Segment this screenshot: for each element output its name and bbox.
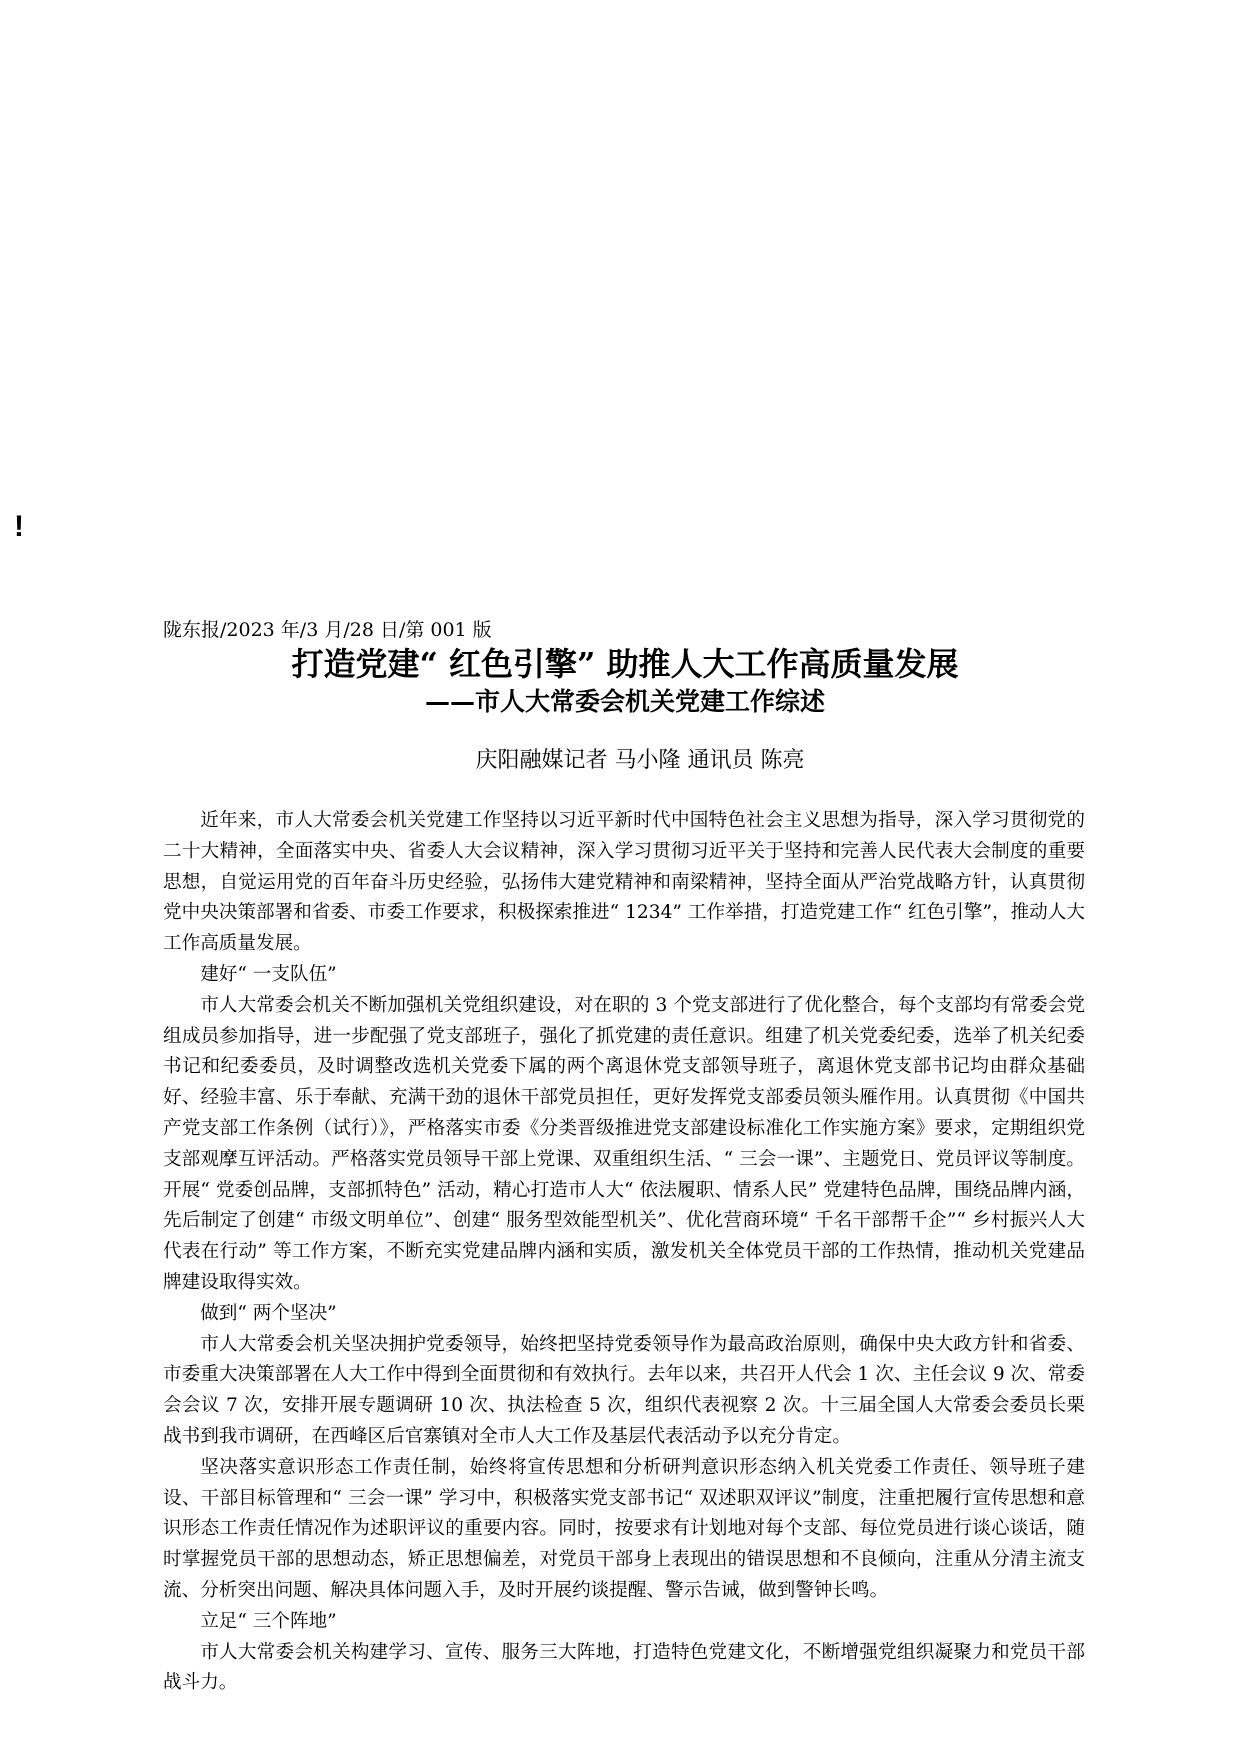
paragraph: 坚决落实意识形态工作责任制，始终将宣传思想和分析研判意识形态纳入机关党委工作责任、领导班子建设、干部目标管理和“ 三会一课” 学习中，积极落实党支部书记“ 双述职双评议”制度，注重把履行宣传思想和意识形态工作责任情况作为述职评议的重要内容。同时，按要求有计划地对每个支部、每位党员进行谈心谈话，随时掌握党员干部的思想动态，矫正思想偏差，对党员干部身上表现出的错误思想和不良倾向，注重从分清主流支流、分析突出问题、解决具体问题入手，及时开展约谈提醒、警示告诫，做到警钟长鸣。 bbox=[163, 1456, 1085, 1601]
article-title: 打造党建“ 红色引擎” 助推人大工作高质量发展 bbox=[291, 645, 959, 683]
exclamation-mark: ! bbox=[14, 510, 24, 543]
section-heading: 立足“ 三个阵地” bbox=[200, 1610, 337, 1632]
paragraph: 市人大常委会机关不断加强机关党组织建设，对在职的 3 个党支部进行了优化整合，每个支部均有常委会党组成员参加指导，进一步配强了党支部班子，强化了抓党建的责任意识。组建了机关党委纪委，选举了机关纪委书记和纪委委员，及时调整改选机关党委下属的两个离退休党支部领导班子，离退休党支部书记均由群众基础好、经验丰富、乐于奉献、充满干劲的退休干部党员担任，更好发挥党支部委员领头雁作用。认真贯彻《中国共产党支部工作条例（试行）》，严格落实市委《分类晋级推进党支部建设标准化工作实施方案》要求，定期组织党支部观摩互评活动。严格落实党员领导干部上党课、双重组织生活、“ 三会一课”、主题党日、党员评议等制度。开展“ 党委创品牌，支部抓特色” 活动，精心打造市人大“ 依法履职、情系人民” 党建特色品牌，围绕品牌内涵，先后制定了创建“ 市级文明单位”、创建“ 服务型效能型机关”、优化营商环境“ 千名干部帮千企”“ 乡村振兴人大代表在行动” 等工作方案，不断充实党建品牌内涵和实质，激发机关全体党员干部的工作热情，推动机关党建品牌建设取得实效。 bbox=[163, 994, 1085, 1293]
source-line: 陇东报/2023 年/3 月/28 日/第 001 版 bbox=[163, 619, 492, 641]
byline: 庆阳融媒记者 马小隆 通讯员 陈亮 bbox=[475, 748, 805, 773]
paragraph: 市人大常委会机关构建学习、宣传、服务三大阵地，打造特色党建文化，不断增强党组织凝聚力和党员干部战斗力。 bbox=[163, 1641, 1085, 1694]
paragraph: 市人大常委会机关坚决拥护党委领导，始终把坚持党委领导作为最高政治原则，确保中央大政方针和省委、市委重大决策部署在人大工作中得到全面贯彻和有效执行。去年以来，共召开人代会 1 次、主任会议 9 次、常委会会议 7 次，安排开展专题调研 10 次、执法检查 5 次，组织代表视察 2 次。十三届全国人大常委会委员长栗战书到我市调研，在西峰区后官寨镇对全市人大工作及基层代表活动予以充分肯定。 bbox=[163, 1333, 1085, 1447]
paragraph: 近年来，市人大常委会机关党建工作坚持以习近平新时代中国特色社会主义思想为指导，深入学习贯彻党的二十大精神，全面落实中央、省委人大会议精神，深入学习贯彻习近平关于坚持和完善人民代表大会制度的重要思想，自觉运用党的百年奋斗历史经验，弘扬伟大建党精神和南梁精神，坚持全面从严治党战略方针，认真贯彻党中央决策部署和省委、市委工作要求，积极探索推进“ 1234” 工作举措，打造党建工作“ 红色引擎”，推动人大工作高质量发展。 bbox=[163, 810, 1085, 955]
article-subtitle: ——市人大常委会机关党建工作综述 bbox=[424, 687, 825, 716]
article-body bbox=[163, 806, 1085, 1699]
section-heading: 建好“ 一支队伍” bbox=[200, 963, 337, 985]
section-heading: 做到“ 两个坚决” bbox=[200, 1302, 337, 1324]
